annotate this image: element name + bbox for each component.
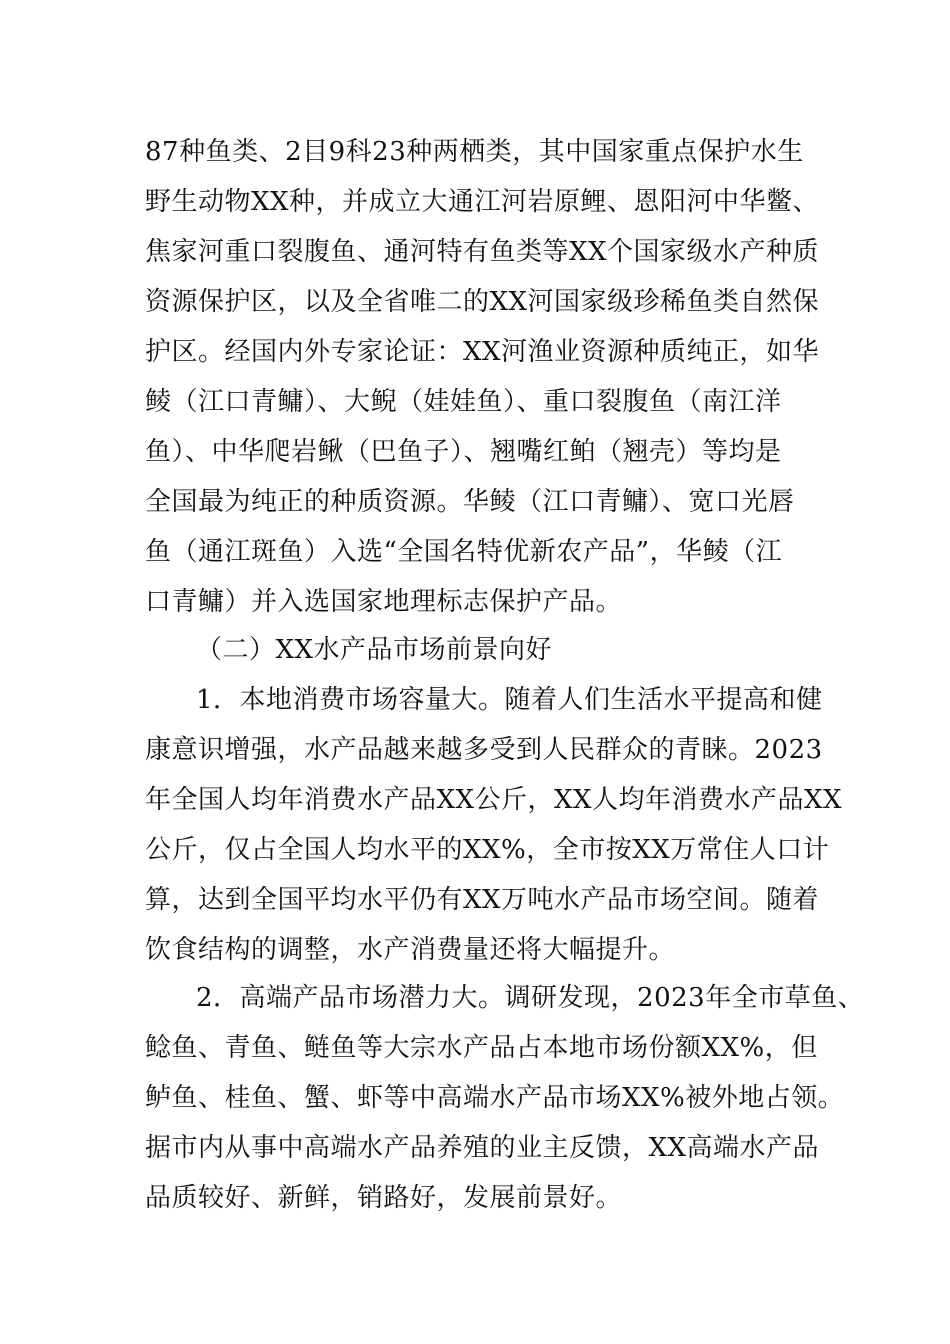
paragraph-line: 康意识增强，水产品越来越多受到人民群众的青睐。2023 — [145, 735, 823, 765]
paragraph-line: 鲮（江口青鳙）、大鲵（娃娃鱼）、重口裂腹鱼（南江洋 — [145, 387, 782, 417]
paragraph-line: 护区。经国内外专家论证：XX河渔业资源种质纯正，如华 — [145, 337, 820, 367]
paragraph-line: 焦家河重口裂腹鱼、通河特有鱼类等XX个国家级水产种质 — [145, 237, 820, 267]
paragraph-line: 87种鱼类、2目9科23种两栖类，其中国家重点保护水生 — [145, 137, 804, 167]
paragraph-line: 鲈鱼、桂鱼、蟹、虾等中高端水产品市场XX%被外地占领。 — [145, 1083, 845, 1113]
paragraph-line: 品质较好、新鲜，销路好，发展前景好。 — [145, 1183, 623, 1213]
paragraph-line: 鱼（通江斑鱼）入选“全国名特优新农产品”，华鲮（江 — [145, 537, 783, 567]
paragraph-line: 鲶鱼、青鱼、鲢鱼等大宗水产品占本地市场份额XX%，但 — [145, 1033, 818, 1063]
paragraph-line: 算，达到全国平均水平仍有XX万吨水产品市场空间。随着 — [145, 885, 820, 915]
paragraph-line: 2．高端产品市场潜力大。调研发现，2023年全市草鱼、 — [196, 983, 865, 1013]
paragraph-line: 1．本地消费市场容量大。随着人们生活水平提高和健 — [196, 685, 823, 715]
paragraph-line: 饮食结构的调整，水产消费量还将大幅提升。 — [145, 935, 676, 965]
section-heading: （二）XX水产品市场前景向好 — [196, 635, 553, 665]
paragraph-line: 公斤，仅占全国人均水平的XX%，全市按XX万常住人口计 — [145, 835, 830, 865]
paragraph-line: 全国最为纯正的种质资源。华鲮（江口青鳙）、宽口光唇 — [145, 487, 795, 517]
paragraph-line: 年全国人均年消费水产品XX公斤，XX人均年消费水产品XX — [145, 785, 843, 815]
paragraph-line: 口青鳙）并入选国家地理标志保护产品。 — [145, 587, 623, 617]
paragraph-line: 据市内从事中高端水产品养殖的业主反馈，XX高端水产品 — [145, 1133, 820, 1163]
paragraph-line: 鱼）、中华爬岩鳅（巴鱼子）、翘嘴红鲌（翘壳）等均是 — [145, 437, 782, 467]
paragraph-line: 野生动物XX种，并成立大通江河岩原鲤、恩阳河中华鳖、 — [145, 187, 820, 217]
paragraph-line: 资源保护区，以及全省唯二的XX河国家级珍稀鱼类自然保 — [145, 287, 820, 317]
